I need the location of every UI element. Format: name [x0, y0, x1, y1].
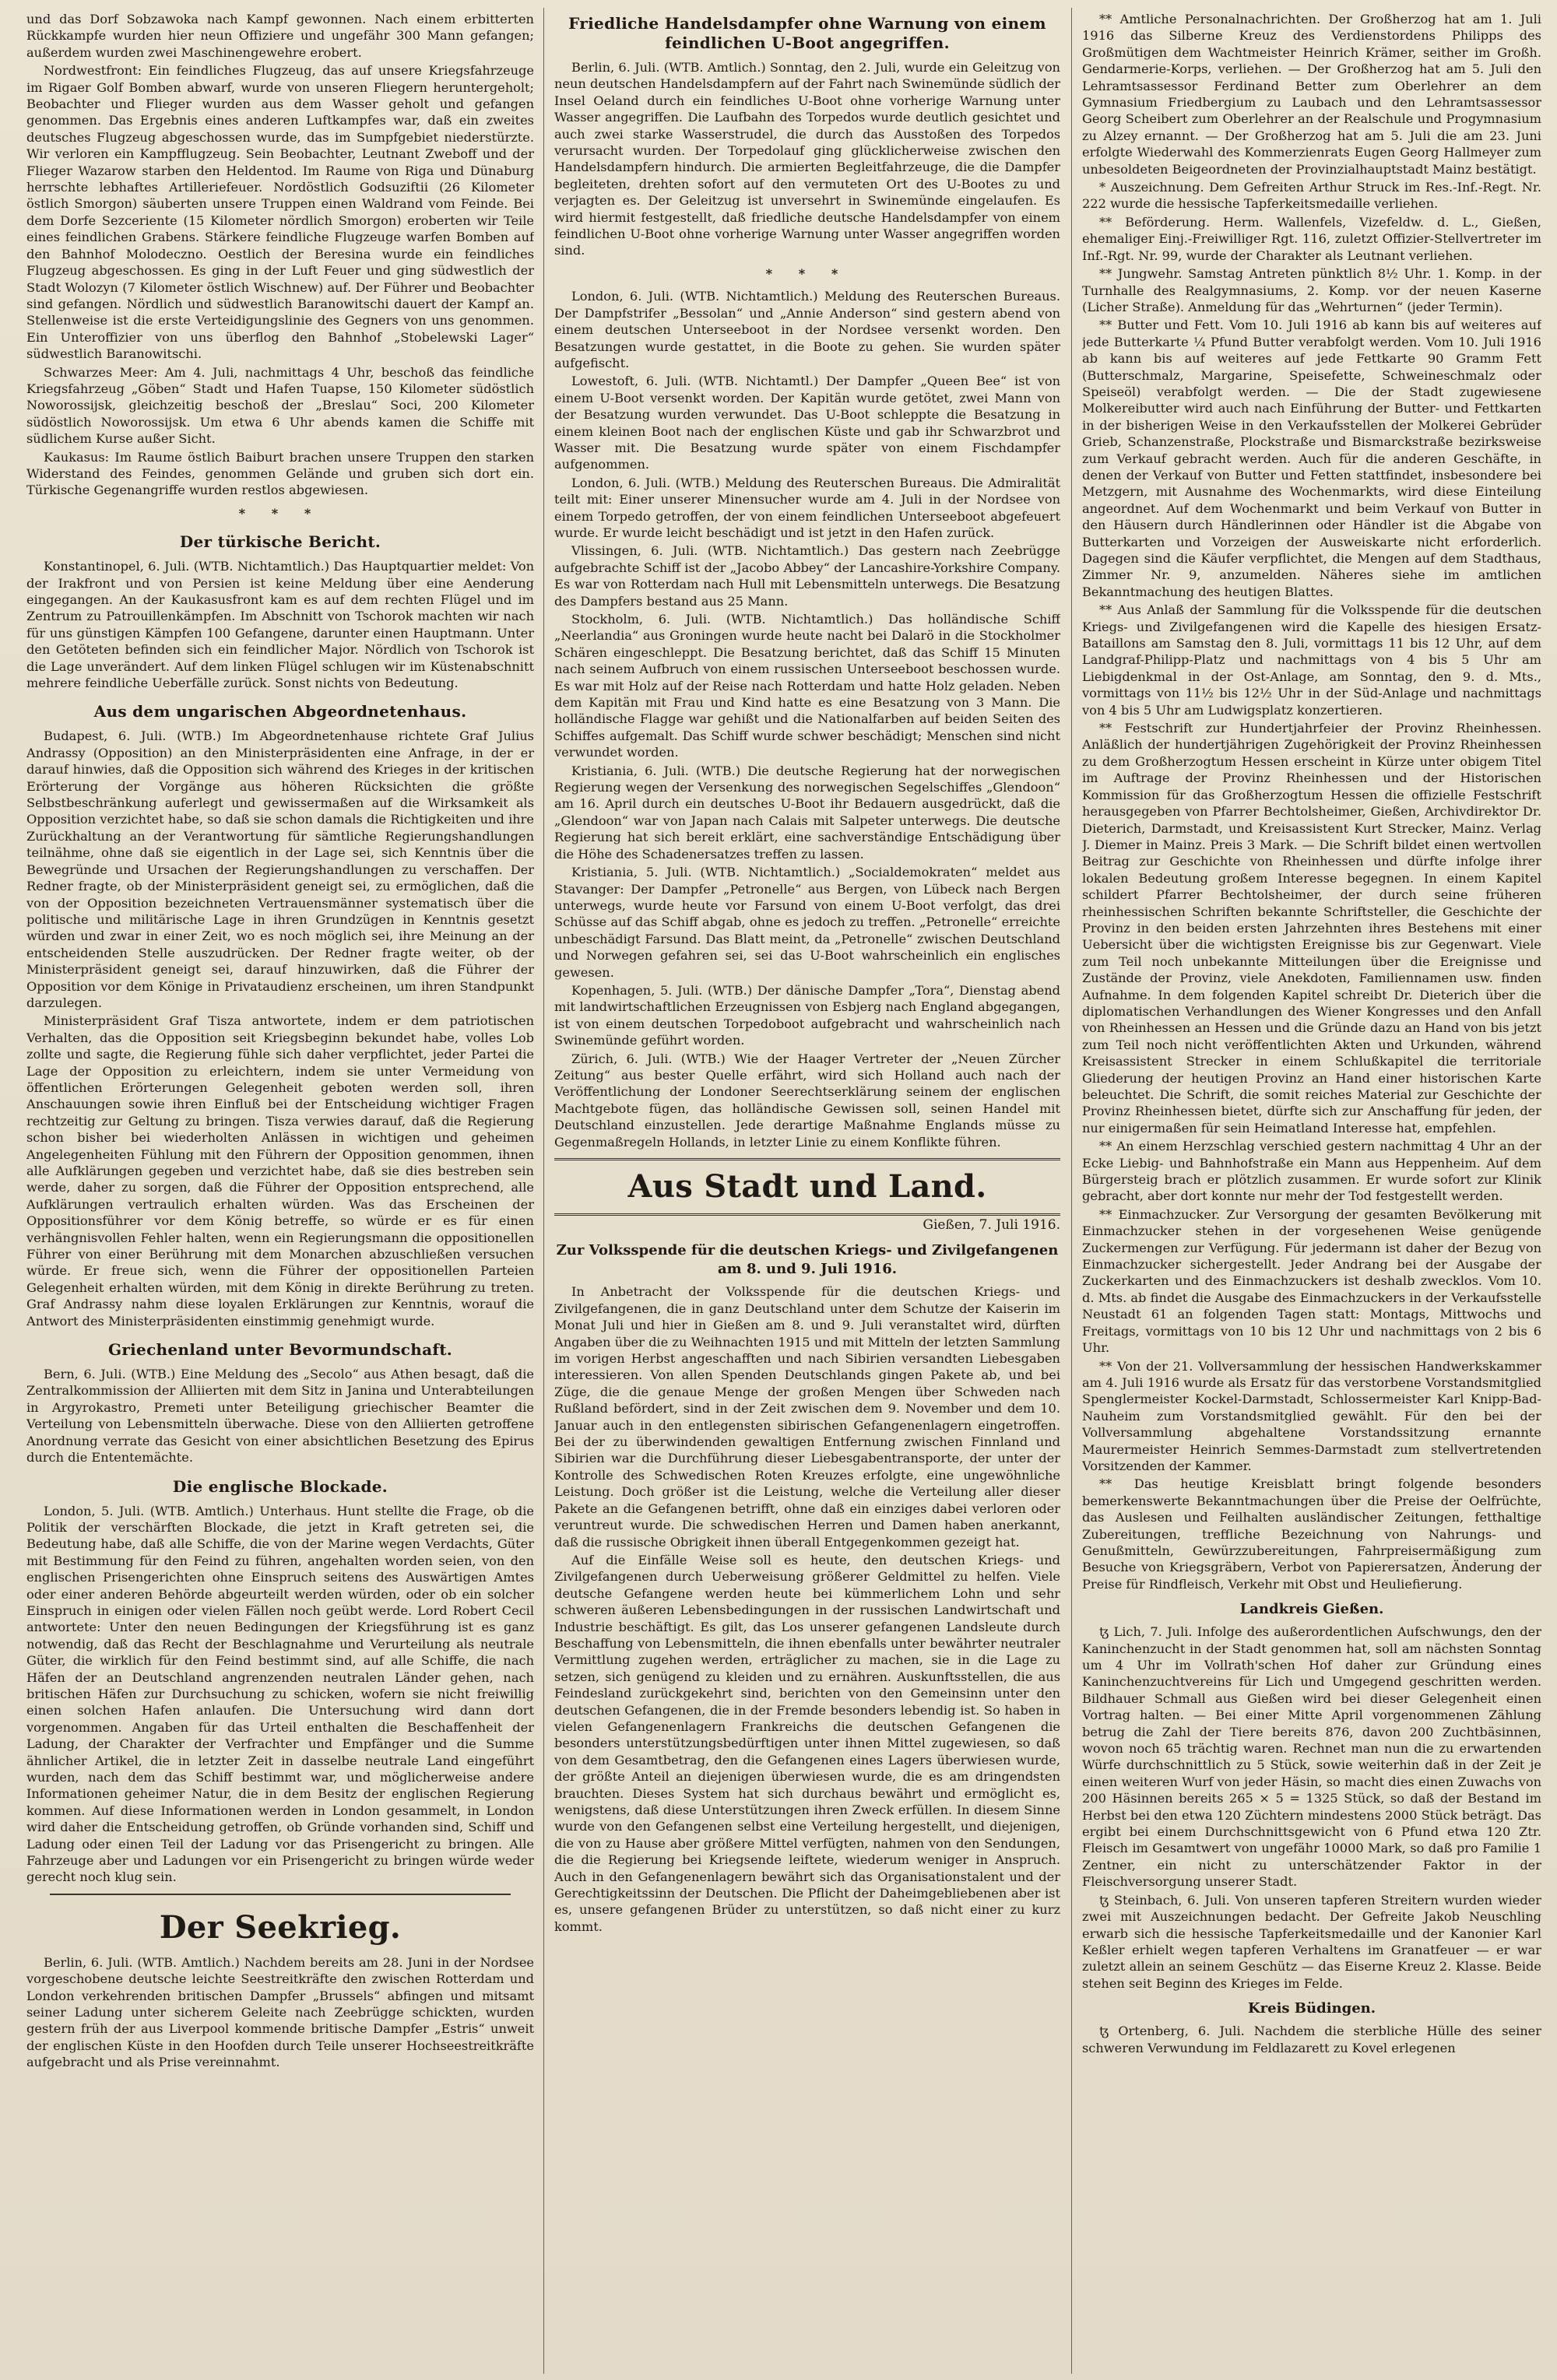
headline-district-buedingen: Kreis Büdingen. — [1247, 2000, 1376, 2017]
report-paragraph: Zürich, 6. Juli. (WTB.) Wie der Haager Vertreter der „Neuen Zürcher Zeitung“ aus bester Quelle erfährt, wird sich Holland auch nach der Veröffentlichung der Londoner Seerechtserklärung seinem der englischen Machtgebote fügen, das holländische Gewissen soll, seinen Handel mit Deutschland einzustellen. Jede derartige Maßnahme Englands müsse zu Gegenmaßregeln Hollands, in letzter Linie zu einem Konflikte führen. — [554, 1051, 1060, 1150]
local-news-item: ** Aus Anlaß der Sammlung für die Volksspende für die deutschen Kriegs- und Zivilgefangenen wird die Kapelle des hiesigen Ersatz-Bataillons am Samstag den 8. Juli, vormittags 11 bis 12 Uhr, auf dem Landgraf-Philipp-Platz und nachmittags von 4 bis 5 Uhr am Liebigdenkmal in der Ost-Anlage, am Sonntag, den 9. d. Mts., vormittags von 11½ bis 12½ Uhr in der Süd-Anlage und nachmittags von 4 bis 5 Uhr am Ludwigsplatz konzertieren. — [1082, 602, 1541, 718]
report-paragraph: Berlin, 6. Juli. (WTB. Amtlich.) Sonntag, den 2. Juli, wurde ein Geleitzug von neun deutschen Handelsdampfern auf der Fahrt nach Swinemünde südlich der Insel Oeland durch ein feindliches U-Boot ohne vorherige Warnung unter Wasser angegriffen. Die Laufbahn des Torpedos wurde deutlich gesichtet und auch zwei starke Wasserstrudel, die durch das Ausstoßen des Torpedos verursacht wurden. Der Torpedolauf ging glücklicherweise zwischen den Handelsdampfern hindurch. Die armierten Begleitfahrzeuge, die die Dampfer begleiteten, drehten sofort auf den vermuteten Ort des U-Bootes zu und verjagten es. Der Geleitzug ist unversehrt in Swinemünde eingelaufen. Es wird hiermit festgestellt, daß friedliche deutsche Handelsdampfer von einem feindlichen U-Boot ohne vorherige Warnung unter Wasser angegriffen worden sind. — [554, 60, 1060, 258]
report-paragraph: London, 5. Juli. (WTB. Amtlich.) Unterhaus. Hunt stellte die Frage, ob die Politik der verschärften Blockade, die jetzt in Kraft getreten sei, die Bedeutung habe, daß alle Schiffe, die von der Marine wegen Verdachts, Güter mit Bestimmung für den Feind zu führen, angehalten worden seien, von den englischen Prisengerichten ohne Einspruch seitens des Auswärtigen Amtes oder einer anderen Behörde abgeurteilt werden würden, oder ob ein solcher Einspruch in einigen oder vielen Fällen noch geübt werde. Lord Robert Cecil antwortete: Unter den neuen Bedingungen der Kriegsführung ist es ganz notwendig, daß das Recht der Beschlagnahme und Verurteilung als neutrale Güter, die wirklich für den Feind bestimmt sind, auf alle Schiffe, die nach Häfen der an Deutschland angrenzenden neutralen Länder gehen, nach britischen Häfen zur Durchsuchung zu schicken, wofern sie nicht freiwillig einen solchen Hafen anlaufen. Die Untersuchung wird dann dort vorgenommen. Angaben für das Urteil enthalten die Beschaffenheit der Ladung, der Charakter der Verfrachter und Empfänger und die Summe ähnlicher Artikel, die in letzter Zeit in dasselbe neutrale Land eingeführt wurden, nach dem das Schiff bestimmt war, und möglicherweise andere Informationen geheimer Natur, die in dem Besitz der englischen Regierung kommen. Auf diese Informationen werden in London gesammelt, in London wird daher die Entscheidung getroffen, ob Gründe vorhanden sind, Schiff und Ladung oder einen Teil der Ladung vor das Prisengericht zu bringen. Alle Fahrzeuge aber und Ladungen vor ein Prisengericht zu bringen würde weder gerecht noch klug sein. — [26, 1503, 534, 1885]
headline-blockade: Die englische Blockade. — [172, 1476, 388, 1496]
article-continuation: und das Dorf Sobzawoka nach Kampf gewonnen. Nach einem erbitterten Rückkampfe wurden hier neun Offiziere und ungefähr 300 Mann gefangen; außerdem wurden zwei Maschinengewehre erobert. — [26, 12, 534, 60]
report-paragraph: Auf die Einfälle Weise soll es heute, den deutschen Kriegs- und Zivilgefangenen durch Ueberweisung größerer Geldmittel zu helfen. Viele deutsche Gefangene werden heute bei kümmerlichem Lohn und sehr schweren äußeren Lebensbedingungen in der russischen Landwirtschaft und Industrie beschäftigt. Es gilt, das Los unserer gefangenen Landsleute durch Beschaffung von Lebensmitteln, die ihnen ebenfalls unter bewährter neutraler Vermittlung zugehen werden, erträglicher zu machen, sie in die Lage zu setzen, sich genügend zu kleiden und zu ernähren. Auskunftsstellen, die aus Feindesland zurückgekehrt sind, berichten von den Gemeinsinn unter den deutschen Gefangenen, die in der Fremde besonders lebendig ist. So haben in vielen Gefangenenlagern Frankreichs die deutschen Gefangenen die besonders unterstützungsbedürftigen unter ihnen Mittel zugewiesen, so daß von dem Gesamtbetrag, den die Gefangenen eines Lagers überwiesen wurde, der größte Anteil an diejenigen überwiesen wurde, die es am dringendsten brauchten. Dieses System hat sich durchaus bewährt und ermöglicht es, wenigstens, daß diese Unterstützungen ihren Zweck erfüllen. In diesem Sinne wurde von den Gefangenen selbst eine Verteilung hergestellt, und diejenigen, die von zu Hause aber größere Mittel verfügten, nahmen von den Sendungen, die die Regierung bei Kriegsende leiftete, wiederum weniger in Anspruch. Auch in den Gefangenenlagern bewährt sich das Organisationstalent und der Gerechtigkeitssinn der Deutschen. Die Pflicht der Daheimgebliebenen aber ist es, unsere gefangenen Brüder zu unterstützen, so daß nicht einer zu kurz kommt. — [554, 1552, 1060, 1934]
section-separator: * * * — [765, 265, 849, 281]
section-separator: * * * — [238, 505, 322, 521]
local-news-item: ** Beförderung. Herm. Wallenfels, Vizefeldw. d. L., Gießen, ehemaliger Einj.-Freiwilliger Rgt. 116, zuletzt Offizier-Stellvertreter im Inf.-Rgt. Nr. 99, wurde der Charakter als Leutnant verliehen. — [1082, 214, 1541, 263]
report-paragraph: Budapest, 6. Juli. (WTB.) Im Abgeordnetenhause richtete Graf Julius Andrassy (Opposition) an den Ministerpräsidenten eine Anfrage, in der er darauf hinwies, daß die Opposition sich während des Krieges in der kritischen Erörterung der Vorgänge aus höheren Rücksichten die größte Selbstbeschränkung auferlegt und gewissermaßen auf die Wirksamkeit als Opposition verzichtet habe, so daß sie schon damals die Richtigkeiten und ihre Zurückhaltung an der Verantwortung für sämtliche Regierungshandlungen teilnähme, ohne daß sie eigentlich in der Lage sei, sich Kenntnis über die Bewegründe und Ursachen der Regierungshandlungen zu verschaffen. Der Redner fragte, ob der Ministerpräsident geneigt sei, zu ermöglichen, daß die von der Opposition bezeichneten Vertrauensmänner systematisch über die politische und militärische Lage in ihren Grundzügen in Kenntnis gesetzt würden und zwar in einer Zeit, wo es noch möglich sei, ihre Meinung an der entscheidenden Stelle auszudrücken. Der Redner fragte weiter, ob der Ministerpräsident geneigt sei, darauf hinzuwirken, daß die Führer der Opposition vor dem Könige in Privataudienz erscheinen, um ihren Standpunkt darzulegen. — [26, 728, 534, 1010]
headline-naval-war: Der Seekrieg. — [159, 1908, 402, 1946]
local-news-item: ** Das heutige Kreisblatt bringt folgende besonders bemerkenswerte Bekanntmachungen über die Preise der Oelfrüchte, das Auslesen und Feilhalten ausländischer Zeitungen, fetthaltige Zubereitungen, treffliche Bezeichnung von Nahrungs- und Genußmitteln, Gewürzzubereitungen, Fahrpreisermäßigung zum Besuche von Kriegsgräbern, Verbot von Papierersatzen, Änderung der Preise für Rindfleisch, Verkehr mit Obst und Heuliefierung. — [1082, 1476, 1541, 1592]
report-paragraph: Vlissingen, 6. Juli. (WTB. Nichtamtlich.) Das gestern nach Zeebrügge aufgebrachte Schiff ist der „Jacobo Abbey“ der Lancashire-Yorkshire Company. Es war von Rotterdam nach Hull mit Lebensmitteln unterwegs. Die Besatzung des Dampfers bestand aus 25 Mann. — [554, 543, 1060, 609]
report-paragraph: Kristiania, 5. Juli. (WTB. Nichtamtlich.) „Socialdemokraten“ meldet aus Stavanger: Der Dampfer „Petronelle“ aus Bergen, von Lübeck nach Bergen unterwegs, wurde heute vor Farsund von einem U-Boot verfolgt, das drei Schüsse auf das Schiff abgab, ohne es jedoch zu treffen. „Petronelle“ erreichte unbeschädigt Farsund. Das Blatt meint, da „Petronelle“ zwischen Deutschland und Norwegen gefahren sei, sei das U-Boot wahrscheinlich ein englisches gewesen. — [554, 865, 1060, 980]
report-paragraph: Bern, 6. Juli. (WTB.) Eine Meldung des „Secolo“ aus Athen besagt, daß die Zentralkommission der Alliierten mit dem Sitz in Janina und Unterabteilungen in Argyrokastro, Premeti unter Beteiligung griechischer Beamter die Verteilung von Lebensmitteln überwache. Diese von den Alliierten getroffene Anordnung verrate das Gesicht von einer absichtlichen Besetzung des Epirus durch die Ententemächte. — [26, 1367, 534, 1466]
local-news-item: ꜩ Ortenberg, 6. Juli. Nachdem die sterbliche Hülle des seiner schweren Verwundung im Feldlazarett zu Kovel erlegenen — [1082, 2024, 1541, 2055]
headline-merchant-ships: Friedliche Handelsdampfer ohne Warnung von einem feindlichen U-Boot angegriffen. — [568, 14, 1046, 52]
report-paragraph: London, 6. Juli. (WTB. Nichtamtlich.) Meldung des Reuterschen Bureaus. Der Dampfstrifer „Bessolan“ und „Annie Anderson“ sind gestern abend von einem deutschen Unterseeboot in der Nordsee versenkt worden. Den Besatzungen wurde gestattet, in die Boote zu gehen. Sie wurden später aufgefischt. — [554, 289, 1060, 370]
report-paragraph: Lowestoft, 6. Juli. (WTB. Nichtamtl.) Der Dampfer „Queen Bee“ ist von einem U-Boot versenkt worden. Der Kapitän wurde getötet, zwei Mann von der Besatzung wurden verwundet. Das U-Boot schleppte die Besatzung in einem kleinen Boot nach der englischen Küste und gab ihr Schwarzbrot und Wasser mit. Die Besatzung wurde später von einem Fischdampfer aufgenommen. — [554, 374, 1060, 472]
dateline: Gießen, 7. Juli 1916. — [923, 1217, 1060, 1233]
local-news-item: ** Einmachzucker. Zur Versorgung der gesamten Bevölkerung mit Einmachzucker stehen in der vorgesehenen Weise genügende Zuckermengen zur Verfügung. Für jedermann ist daher der Bezug von Einmachzucker sichergestellt. Jeder Andrang bei der Ausgabe der Zuckerkarten und des Einmachzuckers ist deshalb zwecklos. Vom 10. d. Mts. ab findet die Ausgabe des Einmachzuckers in der Verkaufsstelle Neustadt 61 an folgenden Tagen statt: Montags, Mittwochs und Freitags, vormittags von 10 bis 12 Uhr und nachmittags von 2 bis 6 Uhr. — [1082, 1206, 1541, 1356]
report-paragraph: In Anbetracht der Volksspende für die deutschen Kriegs- und Zivilgefangenen, die in ganz Deutschland unter dem Schutze der Kaiserin im Monat Juli und hier in Gießen am 8. und 9. Juli veranstaltet wird, dürften Angaben über die zu Weihnachten 1915 und mit Mitteln der letzten Sammlung im vorigen Herbst angeschafften und nach Sibirien versandten Liebesgaben interessieren. Von allen Spenden Deutschlands gingen Pakete ab, und bei Züge, die die genaue Menge der großen Mengen über Schweden nach Rußland befördert, sind in der Zeit zwischen dem 9. November und dem 10. Januar auch in den entlegensten sibirischen Gefangenenlagern eingetroffen. Bei der zu überwindenden gewaltigen Entfernung zwischen Finnland und Sibirien war die Durchführung dieser Liebesgabentransporte, der unter der Kontrolle des Schwedischen Roten Kreuzes erfolgte, eine ungewöhnliche Leistung. Doch größer ist die Leistung, welche die Verteilung aller dieser Pakete an die Gefangenen betrifft, ohne daß ein einziges dabei verloren oder veruntreut wurde. Die schwedischen Herren und Damen haben anerkannt, daß die russische Obrigkeit ihnen überall Entgegenkommen gezeigt hat. — [554, 1284, 1060, 1550]
headline-district-giessen: Landkreis Gießen. — [1239, 1601, 1384, 1618]
headline-public-donation: Zur Volksspende für die deutschen Kriegs- und Zivilgefangenen am 8. und 9. Juli 1916. — [556, 1242, 1059, 1278]
report-paragraph: Kopenhagen, 5. Juli. (WTB.) Der dänische Dampfer „Tora“, Dienstag abend mit landwirtschaftlichen Erzeugnissen von Esbjerg nach England abgegangen, ist von einem deutschen Torpedoboot aufgebracht und wahrscheinlich nach Swinemünde geführt worden. — [554, 982, 1060, 1048]
local-news-item: ꜩ Lich, 7. Juli. Infolge des außerordentlichen Aufschwungs, den der Kaninchenzucht in der Stadt genommen hat, soll am nächsten Sonntag um 4 Uhr im Vollrath'schen Hof daher zur Gründung eines Kaninchenzuchtvereins für Lich und Umgegend geschritten werden. Bildhauer Schmall aus Gießen wird bei dieser Gelegenheit einen Vortrag halten. — Bei einer Mitte April vorgenommenen Zählung betrug die Zahl der Tiere bereits 876, davon 200 Zuchtbäsinnen, wovon noch 65 trächtig waren. Rechnet man nun die zu erwartenden Würfe durchschnittlich zu 5 Stück, sowie weiterhin daß in der Zeit je einen weiteren Wurf von jeder Häsin, so macht dies einen Zuwachs von 200 Häsinnen bereits 265 × 5 = 1325 Stück, so daß der Bestand im Herbst bei den etwa 120 Züchtern mindestens 2000 Stück beträgt. Das ergibt bei einem Durchschnittsgewicht von 6 Pfund etwa 120 Ztr. Fleisch im Gesamtwert von ungefähr 10000 Mark, so daß pro Familie 1 Zentner, ein nicht zu unterschätzender Faktor in der Fleischversorgung unserer Stadt. — [1082, 1624, 1541, 1890]
local-news-item: ꜩ Steinbach, 6. Juli. Von unseren tapferen Streitern wurden wieder zwei mit Auszeichnungen bedacht. Der Gefreite Jakob Neuschling erwarb sich die hessische Tapferkeitsmedaille und der Kanonier Karl Keßler erhielt wegen tapferen Verhaltens im Granatfeuer — er war zuletzt allein an seinem Geschütz — das Eiserne Kreuz 2. Klasse. Beide stehen seit Beginn des Krieges im Felde. — [1082, 1892, 1541, 1991]
local-news-item: ** Von der 21. Vollversammlung der hessischen Handwerkskammer am 4. Juli 1916 wurde als Ersatz für das verstorbene Vorstandsmitglied Spenglermeister Kockel-Darmstadt, Schlossermeister Karl Knipp-Bad-Nauheim zum Vorstandsmitglied gewählt. Für den bei der Vollversammlung abgehaltene Vorstandssitzung ernannte Maurermeister Heinrich Semmes-Darmstadt zum stellvertretenden Vorsitzenden der Kammer. — [1082, 1358, 1541, 1473]
local-section-banner — [554, 1158, 1060, 1216]
local-news-item: ** Butter und Fett. Vom 10. Juli 1916 ab kann bis auf weiteres auf jede Butterkarte ¼ Pfund Butter verabfolgt werden. Vom 10. Juli 1916 ab kann bis auf weiteres auf jede Fettkarte 90 Gramm Fett (Butterschmalz, Margarine, Speisefette, Schweineschmalz oder Speiseöl) verabfolgt werden. — Die der Stadt zugewiesene Molkereibutter wird auch nach Einführung der Butter- und Fettkarten in der bisherigen Weise in den Verkaufsstellen der Molkerei Gebrüder Grieb, Schanzenstraße, Plockstraße und Bismarckstraße bezirksweise zum Verkauf gebracht werden. Auch für die anderen Geschäfte, in denen der Verkauf von Butter und Fetten stattfindet, insbesondere bei Metzgern, mit Ausnahme des Wochenmarkts, wird diese Einteilung angeordnet. Auf dem Wochenmarkt und beim Verkauf von Butter in den Häusern durch Händlerinnen oder Händler ist die Abgabe von Butterkarten und Vorzeigen der Ausweiskarte nicht erforderlich. Dagegen sind die Käufer verpflichtet, die Mengen auf dem Stadthaus, Zimmer Nr. 9, anzumelden. Näheres siehe im amtlichen Bekanntmachung des heutigen Blattes. — [1082, 318, 1541, 599]
report-paragraph: Nordwestfront: Ein feindliches Flugzeug, das auf unsere Kriegsfahrzeuge im Rigaer Golf Bomben abwarf, wurde von unseren Fliegern heruntergeholt; Beobachter und Flieger wurden aus dem Wasser geholt und gefangen genommen. Das Ergebnis eines anderen Luftkampfes war, daß ein zweites deutsches Flugzeug abgeschossen wurde, das im Sumpfgebiet niederstürzte. Wir verloren ein Kampfflugzeug. Sein Beobachter, Leutnant Zweboff und der Flieger Wazarow starben den Heldentod. Im Raume von Riga und Dünaburg herrschte lebhaftes Artilleriefeuer. Nordöstlich Godsuziftii (26 Kilometer östlich Smorgon) säuberten unsere Truppen einen Waldrand vom Feinde. Bei dem Dorfe Sezceriente (15 Kilometer nördlich Smorgon) eroberten wir Teile eines feindlichen Grabens. Stärkere feindliche Flugzeuge warfen Bomben auf den Bahnhof Molodeczno. Oestlich der Beresina wurde ein feindliches Flugzeug abgeschossen. Es ging in der Luft Feuer und ging südwestlich der Stadt Wolozyn (7 Kilometer östlich Wischnew) auf. Der Führer und Beobachter sind gefangen. Nördlich und südwestlich Baranowitschi dauert der Kampf an. Stellenweise ist die erste Verteidigungslinie des Gegners von uns genommen. Ein Unteroffizier von uns überflog den Bahnhof „Stobelewski Lager“ südwestlich Baranowitschi. — [26, 63, 534, 362]
section-rule — [50, 1894, 511, 1895]
local-news-item: ** Amtliche Personalnachrichten. Der Großherzog hat am 1. Juli 1916 das Silberne Kreuz des Verdienstordens Philipps des Großmütigen dem Wachtmeister Heinrich Krämer, seither im Großh. Gendarmerie-Korps, verliehen. — Der Großherzog hat am 5. Juli den Lehramtsassessor Ferdinand Better zum Oberlehrer an dem Gymnasium Friedbergium zu Laubach und den Lehramtsassessor Georg Scheibert zum Oberlehrer an der Realschule und Progymnasium zu Alzey ernannt. — Der Großherzog hat am 5. Juli die am 23. Juni erfolgte Wiederwahl des Kommerzienrats Eugen Georg Hallmeyer zum unbesoldeten Beigeordneten der Provinzialhauptstadt Mainz bestätigt. — [1082, 12, 1541, 177]
report-paragraph: Ministerpräsident Graf Tisza antwortete, indem er dem patriotischen Verhalten, das die Opposition seit Kriegsbeginn bekundet habe, volles Lob zollte und sagte, die Regierung fühle sich daher verpflichtet, jeder Partei die Lage der Opposition zu erleichtern, indem sie unter Vermeidung von öffentlichen Erörterungen Gelegenheit geboten werden soll, ihren Anschauungen sowie ihren Einfluß bei der Entscheidung wichtiger Fragen rechtzeitig zur Geltung zu bringen. Tisza verwies darauf, daß die Regierung schon bisher bei wiederholten Anlässen in wichtigen und geheimen Angelegenheiten Fühlung mit den Führern der Opposition genommen, ihnen alle Aufklärungen gegeben und verzichtet habe, daß sie dies bestreben sein werde, daher zu sorgen, daß die Führer der Opposition entsprechend, alle Aufklärungen vertraulich erhalten würden. Was das Erscheinen der Oppositionsführer vor dem König betreffe, so würde er es für einen verhängnisvollen Fehler halten, wenn ein Regierungsmann die oppositionellen Führer von einer Berührung mit dem Monarchen abzuschließen versuchen würde. Er freue sich, wenn die Führer der oppositionellen Parteien Gelegenheit erhalten würden, mit dem König in direkte Berührung zu treten. Graf Andrassy nahm diese loyalen Erklärungen zur Kenntnis, worauf die Antwort des Ministerpräsidenten einstimmig genehmigt wurde. — [26, 1013, 534, 1329]
headline-hungarian-parliament: Aus dem ungarischen Abgeordnetenhaus. — [93, 702, 467, 721]
report-paragraph: Konstantinopel, 6. Juli. (WTB. Nichtamtlich.) Das Hauptquartier meldet: Von der Irakfront und von Persien ist keine Meldung über eine Aenderung eingegangen. An der Kaukasusfront kam es auf dem rechten Flügel und im Zentrum zu Patrouillenkämpfen. Im Abschnitt von Tschorok machten wir nach für uns günstigen Kämpfen 100 Gefangene, darunter einen Hauptmann. Unter den Getöteten befinden sich ein feindlicher Major. Nördlich von Tschorok ist die Lage unverändert. Auf dem linken Flügel schlugen wir im Küstenabschnitt mehrere feindliche Ueberfälle zurück. Sonst nichts von Bedeutung. — [26, 559, 534, 691]
headline-greece: Griechenland unter Bevormundschaft. — [107, 1340, 453, 1360]
headline-city-and-country: Aus Stadt und Land. — [627, 1168, 987, 1205]
report-paragraph: Berlin, 6. Juli. (WTB. Amtlich.) Nachdem bereits am 28. Juni in der Nordsee vorgeschobene deutsche leichte Seestreitkräfte den zwischen Rotterdam und London verkehrenden britischen Dampfer „Brussels“ abfingen und mitsamt seiner Ladung unter sicherem Geleite nach Zeebrügge schickten, wurden gestern früh der aus Liverpool kommende britische Dampfer „Estris“ unweit der englischen Küste in den Hoofden durch Teile unserer Hochseestreitkräfte aufgebracht und als Prise vereinnahmt. — [26, 1954, 534, 2070]
column-right — [1082, 11, 1541, 2369]
local-news-item: ** An einem Herzschlag verschied gestern nachmittag 4 Uhr an der Ecke Liebig- und Bahnhofstraße ein Mann aus Heppenheim. Auf dem Bürgersteig brach er plötzlich zusammen. Er wurde sofort zur Klinik gebracht, aber dort konnte nur mehr der Tod festgestellt werden. — [1082, 1139, 1541, 1204]
column-divider — [543, 8, 544, 2374]
report-paragraph: Kristiania, 6. Juli. (WTB.) Die deutsche Regierung hat der norwegischen Regierung wegen der Versenkung des norwegischen Segelschiffes „Glendoon“ am 16. April durch ein deutsches U-Boot ihr Bedauern ausgedrückt, daß die „Glendoon“ war von Japan nach Calais mit Salpeter unterwegs. Die deutsche Regierung hat sich bereit erklärt, eine sachverständige Entschädigung über die Höhe des Schadenersatzes treffen zu lassen. — [554, 763, 1060, 862]
headline-turkish-report: Der türkische Bericht. — [179, 532, 381, 552]
local-news-item: * Auszeichnung. Dem Gefreiten Arthur Struck im Res.-Inf.-Regt. Nr. 222 wurde die hessische Tapferkeitsmedaille verliehen. — [1082, 180, 1541, 212]
report-paragraph: Stockholm, 6. Juli. (WTB. Nichtamtlich.) Das holländische Schiff „Neerlandia“ aus Groningen wurde heute nacht bei Dalarö in die Stockholmer Schären eingeschleppt. Die Besatzung berichtet, daß das Schiff 15 Minuten nach seinem Aufbruch von einem russischen Unterseeboot beschossen wurde. Es war mit Holz auf der Reise nach Rotterdam und hatte Holz geladen. Neben dem Kapitän mit Frau und Kind hatte es eine Besatzung von 3 Mann. Die holländische Flagge war gehißt und die Nationalfarben auf beiden Seiten des Schiffes aufgemalt. Das Schiff wurde schwer beschädigt; Menschen sind nicht verwundet worden. — [554, 612, 1060, 760]
column-divider — [1071, 8, 1072, 2374]
report-paragraph: Kaukasus: Im Raume östlich Baiburt brachen unsere Truppen den starken Widerstand des Feindes, genommen Gelände und gruben sich dort ein. Türkische Gegenangriffe wurden restlos abgewiesen. — [26, 449, 534, 498]
report-paragraph: London, 6. Juli. (WTB.) Meldung des Reuterschen Bureaus. Die Admiralität teilt mit: Einer unserer Minensucher wurde am 4. Juli in der Nordsee von einem Torpedo getroffen, der von einem feindlichen Unterseeboot abgefeuert wurde. Er wurde leicht beschädigt und ist jetzt in den Hafen zurück. — [554, 475, 1060, 540]
column-left — [26, 11, 534, 2369]
local-news-item: ** Jungwehr. Samstag Antreten pünktlich 8½ Uhr. 1. Komp. in der Turnhalle des Realgymnasiums, 2. Komp. vor der neuen Kaserne (Licher Straße). Anmeldung für das „Wehrturnen“ (jeder Termin). — [1082, 266, 1541, 314]
report-paragraph: Schwarzes Meer: Am 4. Juli, nachmittags 4 Uhr, beschoß das feindliche Kriegsfahrzeug „Göben“ Stadt und Hafen Tuapse, 150 Kilometer südöstlich Noworossijsk, gleichzeitig beschoß der „Breslau“ Soci, 200 Kilometer südöstlich Noworossijsk. Um etwa 6 Uhr abends kamen die Schiffe mit südlichem Kurse außer Sicht. — [26, 364, 534, 447]
local-news-item: ** Festschrift zur Hundertjahrfeier der Provinz Rheinhessen. Anläßlich der hundertjährigen Zugehörigkeit der Provinz Rheinhessen zu dem Großherzogtum Hessen erscheint in Kürze unter obigem Titel im Auftrage der Provinz Rheinhessen und der Historischen Kommission für das Großherzogtum Hessen die offizielle Festschrift herausgegeben von Pfarrer Bechtolsheimer, Gießen, Archivdirektor Dr. Dieterich, Darmstadt, und Kreisassistent Kurt Strecker, Mainz. Verlag J. Diemer in Mainz. Preis 3 Mark. — Die Schrift bildet einen wertvollen Beitrag zur Geschichte von Rheinhessen und dürfte infolge ihrer lokalen Bedeutung großem Interesse begegnen. In einem Kapitel schildert Pfarrer Bechtolsheimer, der durch seine früheren rheinhessischen Schriften bekannte Schriftsteller, die Geschichte der Provinz in den beiden ersten Jahrzehnten ihres Bestehens mit einer Uebersicht über die wichtigsten Ereignisse bis zur Gegenwart. Viele zum Teil noch unbekannte Mitteilungen über die Ereignisse und Zustände der Provinz, viele Anekdoten, Familiennamen usw. finden Aufnahme. In dem folgenden Kapitel schreibt Dr. Dieterich über die diplomatischen Verhandlungen des Wiener Kongresses und den Anfall von Rheinhessen an Hessen und die Gründe dazu an Hand von bis jetzt zum Teil noch nicht veröffentlichten Akten und Urkunden, während Kreisassistent Strecker in einem Schlußkapitel die territoriale Gliederung der heutigen Provinz an Hand einer historischen Karte beleuchtet. Die Schrift, die somit reiches Material zur Geschichte der Provinz Rheinhessen bietet, dürfte sich zur Anschaffung für jeden, der nur einigermaßen für sein Heimatland Interesse hat, empfehlen. — [1082, 721, 1541, 1136]
column-middle — [554, 11, 1060, 2369]
